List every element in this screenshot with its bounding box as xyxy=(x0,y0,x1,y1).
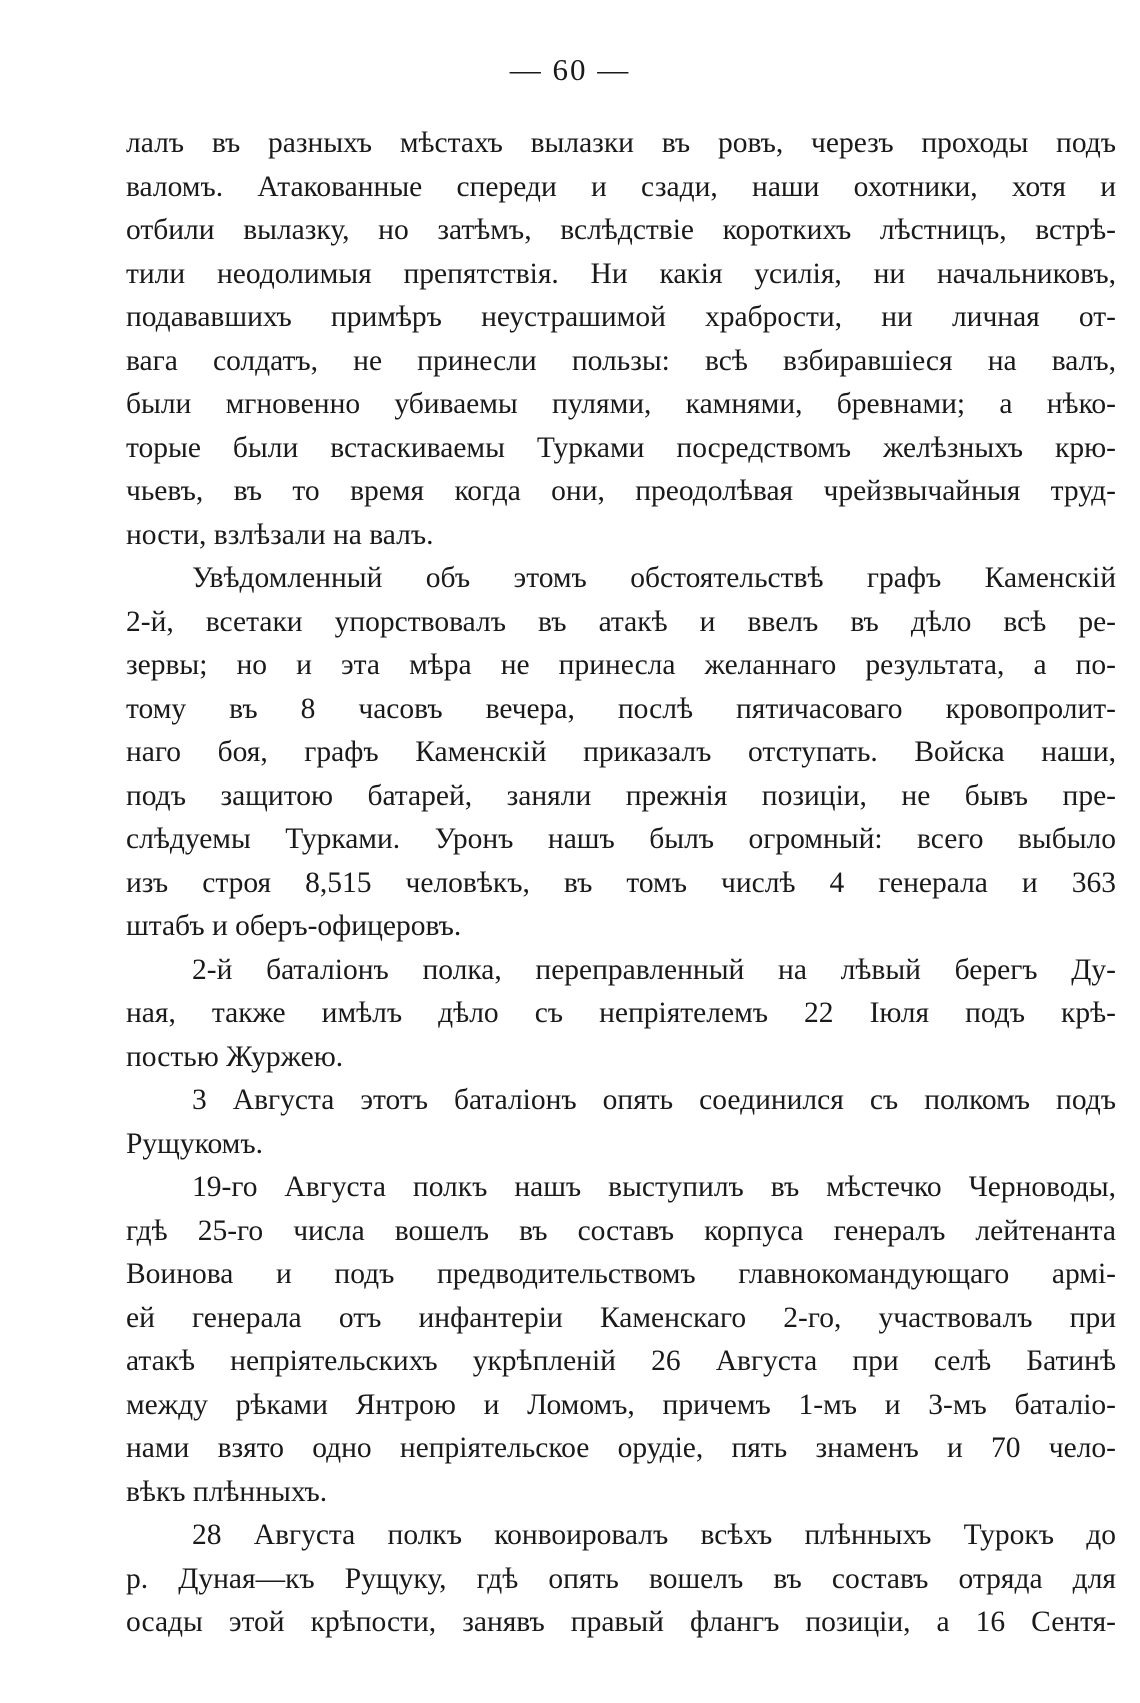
text-line: изъ строя 8,515 человѣкъ, въ томъ числѣ 4 генерала и 363 xyxy=(126,866,1116,899)
text-line: наго боя, графъ Каменскій приказалъ отступать. Войска наши, xyxy=(126,736,1116,768)
paragraph xyxy=(126,949,1116,1080)
text-line: 19-го Августа полкъ нашъ выступилъ въ мѣстечко Черноводы, xyxy=(192,1171,1116,1203)
text-line: тили неодолимыя препятствія. Ни какія усилія, ни начальниковъ, xyxy=(126,257,1116,290)
text-line: ей генерала отъ инфантеріи Каменскаго 2-го, участвовалъ при xyxy=(126,1301,1116,1334)
text-line: постью Журжею. xyxy=(126,1040,344,1073)
text-line: вѣкъ плѣнныхъ. xyxy=(126,1475,328,1508)
text-line: слѣдуемы Турками. Уронъ нашъ былъ огромный: всего выбыло xyxy=(126,823,1116,855)
paragraph xyxy=(126,1079,1116,1166)
text-line: ная, также имѣлъ дѣло съ непріятелемъ 22 Іюля подъ крѣ- xyxy=(126,997,1116,1029)
text-line: нами взято одно непріятельское орудіе, пять знаменъ и 70 чело- xyxy=(126,1432,1116,1464)
text-line: 2-й баталіонъ полка, переправленный на лѣвый берегъ Ду- xyxy=(192,953,1116,986)
page-number: — 60 — xyxy=(509,52,631,87)
text-line: тому въ 8 часовъ вечера, послѣ пятичасоваго кровопролит- xyxy=(126,692,1116,725)
text-line: валомъ. Атакованные спереди и сзади, наши охотники, хотя и xyxy=(126,170,1116,203)
text-line: между рѣками Янтрою и Ломомъ, причемъ 1-мъ и 3-мъ баталіо- xyxy=(126,1388,1116,1421)
text-line: р. Дуная—къ Рущуку, гдѣ опять вошелъ въ составъ отряда для xyxy=(126,1562,1116,1595)
text-line: подававшихъ примѣръ неустрашимой храбрости, ни личная от- xyxy=(126,301,1116,333)
paragraph xyxy=(126,122,1116,557)
text-line: были мгновенно убиваемы пулями, камнями, бревнами; а нѣко- xyxy=(126,388,1116,420)
text-line: вага солдатъ, не принесли пользы: всѣ взбиравшіеся на валъ, xyxy=(126,344,1116,377)
paragraph xyxy=(126,1514,1116,1645)
text-line: торые были встаскиваемы Турками посредствомъ желѣзныхъ крю- xyxy=(126,431,1116,464)
text-line: гдѣ 25-го числа вошелъ въ составъ корпуса генералъ лейтенанта xyxy=(126,1214,1116,1247)
text-line: атакѣ непріятельскихъ укрѣпленій 26 Августа при селѣ Батинѣ xyxy=(126,1345,1116,1377)
paragraph xyxy=(126,557,1116,949)
text-line: подъ защитою батарей, заняли прежнія позиціи, не бывъ пре- xyxy=(126,779,1116,812)
text-line: осады этой крѣпости, занявъ правый флангъ позиціи, а 16 Сентя- xyxy=(126,1606,1116,1638)
text-line: Воинова и подъ предводительствомъ главнокомандующаго армі- xyxy=(126,1258,1116,1290)
paragraph xyxy=(126,1166,1116,1514)
text-line: чьевъ, въ то время когда они, преодолѣвая чрейзвычайныя труд- xyxy=(126,475,1116,507)
text-line: 2-й, всетаки упорствовалъ въ атакѣ и ввелъ въ дѣло всѣ ре- xyxy=(126,605,1116,638)
text-line: штабъ и оберъ-офицеровъ. xyxy=(126,910,462,942)
text-line: ности, взлѣзали на валъ. xyxy=(126,518,434,551)
text-line: Рущукомъ. xyxy=(126,1127,263,1160)
text-line: 3 Августа этотъ баталіонъ опять соединился съ полкомъ подъ xyxy=(192,1084,1116,1116)
text-line: отбили вылазку, но затѣмъ, вслѣдствіе короткихъ лѣстницъ, встрѣ- xyxy=(126,214,1116,246)
text-line: 28 Августа полкъ конвоировалъ всѣхъ плѣнныхъ Турокъ до xyxy=(192,1519,1116,1551)
text-line: зервы; но и эта мѣра не принесла желаннаго результата, а по- xyxy=(126,649,1116,681)
body-text xyxy=(126,122,1116,1645)
text-line: Увѣдомленный объ этомъ обстоятельствѣ графъ Каменскій xyxy=(192,562,1116,594)
text-line: лалъ въ разныхъ мѣстахъ вылазки въ ровъ, черезъ проходы подъ xyxy=(126,127,1116,159)
